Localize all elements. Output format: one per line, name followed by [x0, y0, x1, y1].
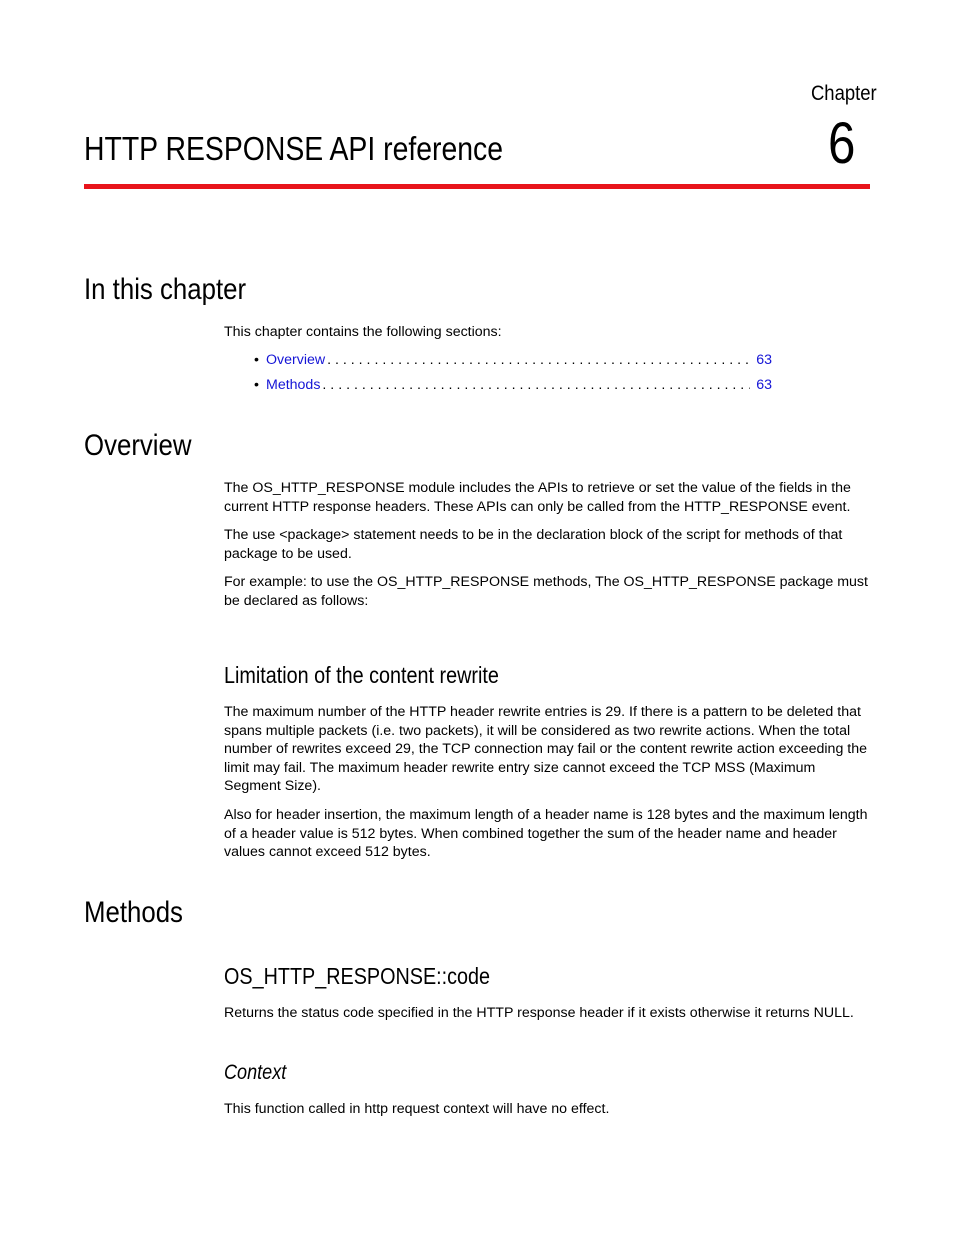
toc-link-overview[interactable]: Overview — [266, 352, 326, 368]
toc-link-methods[interactable]: Methods — [266, 377, 321, 393]
toc-entry-methods[interactable] — [254, 376, 772, 394]
toc-page-overview[interactable]: 63 — [756, 352, 772, 368]
toc-leader-dots — [320, 376, 750, 394]
context-heading: Context — [224, 1061, 287, 1084]
toc-intro: This chapter contains the following sections: — [224, 324, 502, 340]
context-text: This function called in http request context will have no effect. — [224, 1101, 610, 1117]
toc-bullet: • — [254, 377, 259, 393]
methods-heading: Methods — [84, 896, 183, 929]
chapter-title: HTTP RESPONSE API reference — [84, 130, 504, 167]
overview-paragraph: The use <package> statement needs to be in the declaration block of the script for methods of that package to be used. — [224, 527, 843, 562]
code-method-description: Returns the status code specified in the HTTP response header if it exists otherwise it returns NULL. — [224, 1005, 854, 1021]
chapter-number: 6 — [828, 111, 856, 176]
limitation-paragraph: Also for header insertion, the maximum length of a header name is 128 bytes and the maximum length of a header value is 512 bytes. When combined together the sum of the header name and header values cannot exceed 512 bytes. — [224, 807, 868, 861]
toc-entry-overview[interactable] — [254, 351, 772, 369]
title-rule — [84, 184, 870, 189]
overview-paragraph: The OS_HTTP_RESPONSE module includes the APIs to retrieve or set the value of the fields in the current HTTP response headers. These APIs can only be called from the HTTP_RESPONSE event. — [224, 480, 851, 515]
toc-page-methods[interactable]: 63 — [756, 377, 772, 393]
limitation-paragraph: The maximum number of the HTTP header rewrite entries is 29. If there is a pattern to be deleted that spans multiple packets (i.e. two packets), it will be considered as two rewrite actions. When the total number of rewrites exceed 29, the TCP connection may fail or the content rewrite action exceeding the limit may fail. The maximum header rewrite entry size cannot exceed the TCP MSS (Maximum Segment Size). — [224, 704, 867, 795]
chapter-label: Chapter — [811, 82, 877, 105]
overview-paragraph: For example: to use the OS_HTTP_RESPONSE methods, The OS_HTTP_RESPONSE package must be declared as follows: — [224, 574, 868, 609]
limitation-heading: Limitation of the content rewrite — [224, 662, 499, 688]
overview-heading: Overview — [84, 429, 192, 462]
toc-bullet: • — [254, 352, 259, 368]
code-method-heading: OS_HTTP_RESPONSE::code — [224, 963, 491, 989]
in-this-chapter-heading: In this chapter — [84, 273, 247, 306]
toc-leader-dots — [325, 351, 750, 369]
